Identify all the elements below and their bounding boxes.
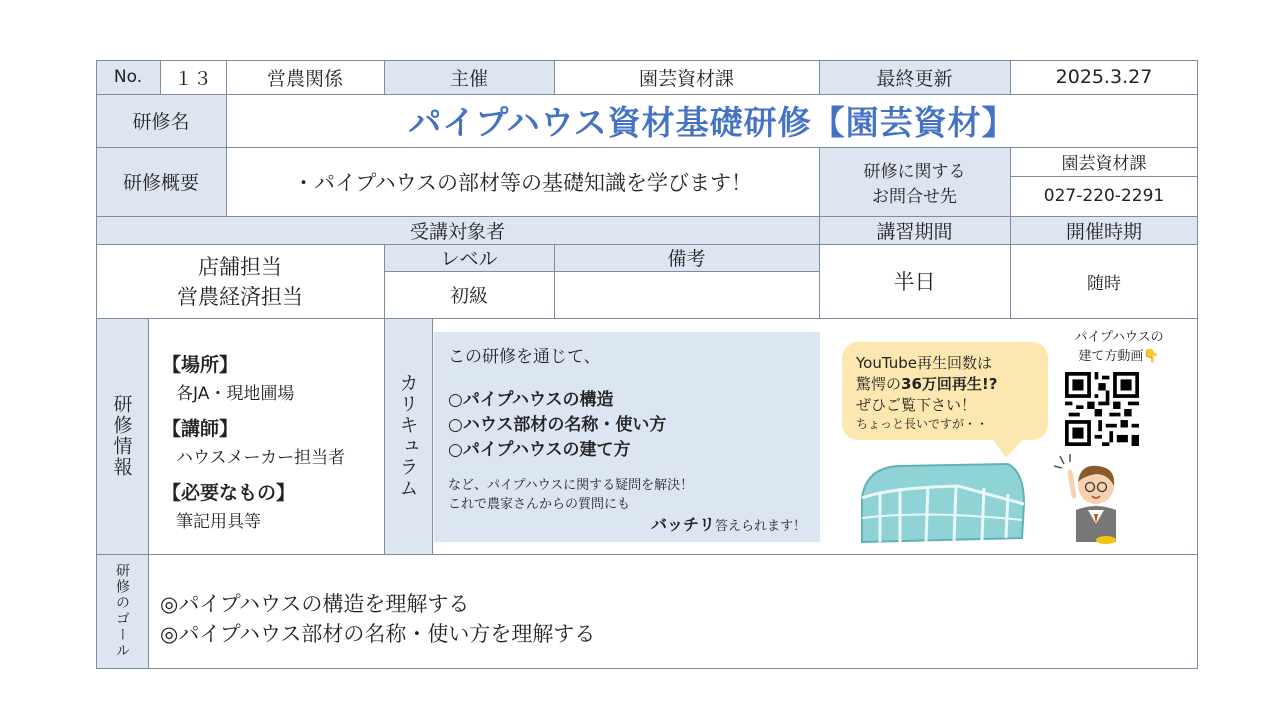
info-label: 研修情報 [110,394,133,478]
place-label: 【場所】 [162,354,239,376]
bubble-line-2b: 36万回再生!? [901,375,998,393]
bubble-line-2 [856,373,1034,394]
greenhouse-illustration [858,458,1026,544]
training-name-label: 研修名 [96,94,226,147]
timing-value: 随時 [1087,273,1121,294]
sponsor-value: 園芸資材課 [638,67,734,90]
curriculum-box [434,332,820,542]
curriculum-label-cell [384,318,432,554]
level-label: レベル [384,244,554,271]
curriculum-note-3-bold: バッチリ [650,515,715,534]
target-label: 受講対象者 [96,216,819,244]
no-value: １３ [173,67,212,90]
curriculum-note-3-rest: 答えられます！ [714,519,806,534]
contact-dept: 園芸資材課 [1061,154,1147,174]
no-label: No. [96,60,160,94]
contact-label-line2: お問合せ先 [872,186,957,207]
curriculum-label: カリキュラム [396,373,419,499]
bubble-line-4: ちょっと長いですが・・ [856,417,989,431]
lecturer-value: ハウスメーカー担当者 [176,448,346,468]
items-value: 筆記用具等 [176,512,261,532]
goal-label-cell [96,554,148,668]
lecturer-label: 【講師】 [162,418,239,440]
bubble-line-3: ぜひご覧下さい！ [856,396,977,414]
qr-caption-line1: パイプハウスの [1074,330,1164,345]
sponsor-label: 主催 [384,60,554,94]
bubble-line-2a: 驚愕の [856,375,902,393]
curriculum-note-1: など、パイプハウスに関する疑問を解決！ [448,478,694,493]
video-bubble [842,342,1048,440]
goal-item: ◎パイプハウスの構造を理解する [160,592,470,616]
goal-item: ◎パイプハウス部材の名称・使い方を理解する [160,622,596,646]
category: 営農関係 [266,67,343,90]
audience [96,244,384,318]
character-illustration [1050,452,1120,548]
curriculum-note-2: これで農家さんからの質問にも [448,497,631,512]
summary-label: 研修概要 [96,147,226,216]
goal-label: 研修のゴール [114,563,130,659]
level-value: 初級 [449,285,488,307]
goal-list [160,588,595,648]
contact-label [819,147,1010,216]
contact-phone[interactable]: 027-220-2291 [1043,186,1165,206]
period-label: 講習期間 [819,216,1010,244]
training-title: パイプハウス資材基礎研修【園芸資材】 [408,103,1016,142]
updated-value: 2025.3.27 [1055,66,1153,88]
updated-label: 最終更新 [819,60,1010,94]
qr-code[interactable] [1062,372,1142,446]
curriculum-item: ○ハウス部材の名称・使い方 [448,415,667,435]
info-block [162,350,382,532]
curriculum-note-3 [448,512,806,535]
place-value: 各JA・現地圃場 [176,384,295,404]
items-label: 【必要なもの】 [162,482,296,504]
qr-caption-line2: 建て方動画👇 [1078,349,1160,364]
info-label-cell [96,318,148,554]
curriculum-list [448,385,806,460]
audience-line1: 店舗担当 [198,255,282,279]
bubble-line-1: YouTube再生回数は [856,354,992,372]
remarks-label: 備考 [554,244,819,271]
curriculum-intro: この研修を通じて、 [448,347,601,367]
curriculum-item: ○パイプハウスの建て方 [448,440,631,460]
summary-value: ・パイプハウスの部材等の基礎知識を学びます！ [292,170,753,195]
qr-caption [1040,326,1198,364]
period-value: 半日 [893,270,936,294]
audience-line2: 営農経済担当 [177,285,303,309]
contact-label-line1: 研修に関する [863,161,966,182]
remarks-value [554,271,819,318]
timing-label: 開催時期 [1010,216,1198,244]
curriculum-item: ○パイプハウスの構造 [448,390,614,410]
